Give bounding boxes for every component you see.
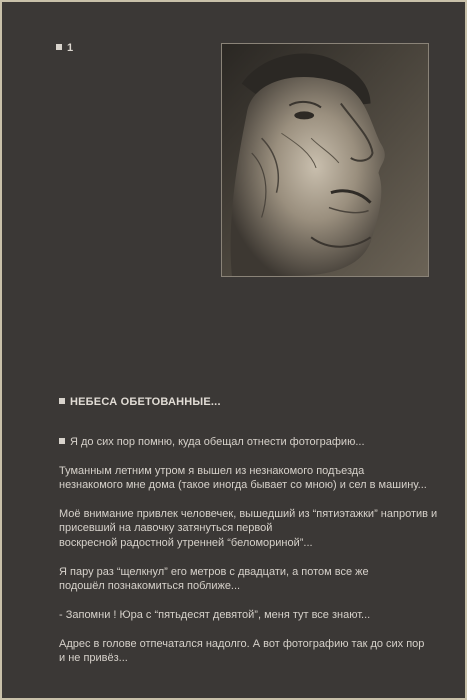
paragraph: Туманным летним утром я вышел из незнакомого подъезда незнакомого мне дома (такое иногда бывает со мною) и сел в машину... [59, 464, 427, 492]
article-title [59, 396, 221, 408]
bullet-icon [59, 398, 65, 404]
page-number [56, 42, 73, 54]
paragraph: Я до сих пор помню, куда обещал отнести фотографию... [59, 435, 459, 449]
portrait-photo [221, 43, 429, 277]
paragraph: Адрес в голове отпечатался надолго. А вот фотографию так до сих пор и не привёз... [59, 637, 425, 665]
article-title-text: НЕБЕСА ОБЕТОВАННЫЕ... [70, 396, 221, 408]
page-number-value: 1 [67, 42, 74, 54]
page-frame [2, 2, 465, 698]
paragraph: Я пару раз “щелкнул” его метров с двадцати, а потом все же подошёл познакомиться поближе... [59, 565, 369, 593]
portrait-image [222, 44, 428, 276]
bullet-icon [59, 438, 65, 444]
paragraph: Моё внимание привлек человечек, вышедший из “пятиэтажки” напротив и присевший на лавочку затянуться первой воскресной радостной утренней “беломориной”... [59, 508, 438, 549]
article-body [59, 435, 459, 680]
bullet-icon [56, 44, 62, 50]
paragraph: - Запомни ! Юра с “пятьдесят девятой”, меня тут все знают... [59, 608, 371, 621]
